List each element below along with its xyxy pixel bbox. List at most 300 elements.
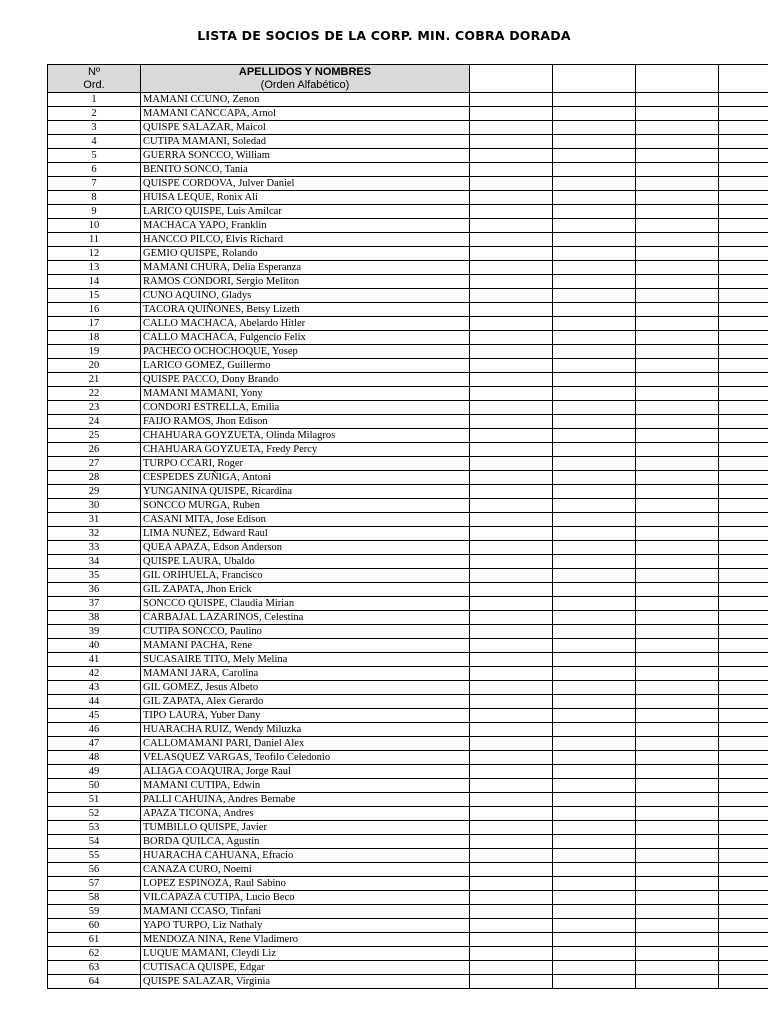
blank-cell [719, 933, 768, 947]
blank-cell [553, 695, 636, 709]
member-name-cell: MAMANI PACHA, Rene [141, 639, 470, 653]
member-name-cell: SUCASAIRE TITO, Mely Melina [141, 653, 470, 667]
order-number-cell: 25 [48, 429, 141, 443]
order-number-cell: 16 [48, 303, 141, 317]
blank-cell [719, 541, 768, 555]
blank-cell [636, 681, 719, 695]
order-number-cell: 59 [48, 905, 141, 919]
blank-cell [719, 639, 768, 653]
member-name-cell: CONDORI ESTRELLA, Emilia [141, 401, 470, 415]
order-number-header [48, 65, 141, 93]
blank-cell [636, 933, 719, 947]
blank-cell [636, 471, 719, 485]
member-name-cell: CHAHUARA GOYZUETA, Olinda Milagros [141, 429, 470, 443]
blank-cell [553, 149, 636, 163]
blank-cell [636, 709, 719, 723]
order-number-cell: 45 [48, 709, 141, 723]
blank-cell [470, 569, 553, 583]
blank-cell [719, 681, 768, 695]
blank-cell [719, 513, 768, 527]
blank-cell [719, 303, 768, 317]
order-number-cell: 52 [48, 807, 141, 821]
blank-cell [636, 639, 719, 653]
member-name-cell: PACHECO OCHOCHOQUE, Yosep [141, 345, 470, 359]
blank-cell [470, 709, 553, 723]
blank-cell [719, 191, 768, 205]
blank-cell [636, 527, 719, 541]
blank-cell [553, 849, 636, 863]
blank-cell [719, 107, 768, 121]
order-number-cell: 2 [48, 107, 141, 121]
member-name-cell: QUISPE CORDOVA, Julver Daniel [141, 177, 470, 191]
order-number-cell: 17 [48, 317, 141, 331]
order-number-cell: 44 [48, 695, 141, 709]
order-number-cell: 49 [48, 765, 141, 779]
blank-cell [719, 387, 768, 401]
blank-cell [470, 93, 553, 107]
blank-cell [719, 849, 768, 863]
member-name-cell: CASANI MITA, Jose Edison [141, 513, 470, 527]
blank-cell [636, 373, 719, 387]
blank-cell [636, 891, 719, 905]
member-name-cell: QUISPE PACCO, Dony Brando [141, 373, 470, 387]
order-number-cell: 56 [48, 863, 141, 877]
order-number-cell: 19 [48, 345, 141, 359]
member-name-cell: TACORA QUIÑONES, Betsy Lizeth [141, 303, 470, 317]
member-name-cell: GIL GOMEZ, Jesus Albeto [141, 681, 470, 695]
blank-cell [553, 569, 636, 583]
order-number-cell: 32 [48, 527, 141, 541]
blank-cell [719, 947, 768, 961]
member-name-cell: CUNO AQUINO, Gladys [141, 289, 470, 303]
blank-cell [636, 723, 719, 737]
blank-cell [636, 457, 719, 471]
member-name-cell: LARICO QUISPE, Luis Amilcar [141, 205, 470, 219]
blank-cell [719, 135, 768, 149]
blank-header-cell [470, 65, 553, 93]
blank-cell [636, 149, 719, 163]
blank-cell [470, 667, 553, 681]
blank-cell [553, 891, 636, 905]
blank-cell [719, 905, 768, 919]
blank-cell [636, 541, 719, 555]
blank-cell [470, 457, 553, 471]
blank-cell [636, 835, 719, 849]
blank-cell [636, 401, 719, 415]
blank-cell [553, 471, 636, 485]
blank-cell [553, 163, 636, 177]
blank-cell [719, 527, 768, 541]
blank-cell [470, 191, 553, 205]
blank-cell [553, 765, 636, 779]
blank-cell [553, 275, 636, 289]
order-number-cell: 12 [48, 247, 141, 261]
table-header-row [48, 65, 768, 93]
blank-cell [636, 975, 719, 989]
order-number-cell: 35 [48, 569, 141, 583]
blank-cell [470, 597, 553, 611]
blank-cell [470, 261, 553, 275]
blank-cell [636, 569, 719, 583]
blank-cell [470, 219, 553, 233]
blank-cell [719, 779, 768, 793]
table-row [48, 345, 768, 359]
blank-cell [636, 415, 719, 429]
blank-cell [636, 331, 719, 345]
member-name-cell: GIL ZAPATA, Alex Gerardo [141, 695, 470, 709]
blank-cell [636, 121, 719, 135]
table-row [48, 583, 768, 597]
table-row [48, 625, 768, 639]
blank-cell [553, 233, 636, 247]
order-number-cell: 39 [48, 625, 141, 639]
blank-cell [719, 401, 768, 415]
blank-cell [719, 667, 768, 681]
blank-cell [636, 779, 719, 793]
table-row [48, 723, 768, 737]
blank-cell [470, 765, 553, 779]
order-number-cell: 60 [48, 919, 141, 933]
blank-cell [470, 415, 553, 429]
blank-cell [553, 681, 636, 695]
blank-cell [719, 457, 768, 471]
order-number-cell: 61 [48, 933, 141, 947]
blank-cell [719, 359, 768, 373]
table-row [48, 779, 768, 793]
order-number-cell: 27 [48, 457, 141, 471]
blank-cell [470, 849, 553, 863]
blank-cell [719, 149, 768, 163]
blank-cell [719, 345, 768, 359]
blank-cell [553, 177, 636, 191]
blank-cell [553, 345, 636, 359]
blank-cell [636, 947, 719, 961]
blank-cell [636, 233, 719, 247]
table-row [48, 569, 768, 583]
blank-cell [719, 919, 768, 933]
blank-cell [553, 499, 636, 513]
blank-cell [470, 527, 553, 541]
table-row [48, 359, 768, 373]
blank-cell [636, 737, 719, 751]
blank-cell [470, 891, 553, 905]
member-name-cell: GEMIO QUISPE, Rolando [141, 247, 470, 261]
member-name-cell: YUNGANINA QUISPE, Ricardina [141, 485, 470, 499]
member-name-cell: TURPO CCARI, Roger [141, 457, 470, 471]
blank-cell [470, 401, 553, 415]
table-row [48, 499, 768, 513]
blank-cell [636, 863, 719, 877]
order-number-cell: 46 [48, 723, 141, 737]
blank-cell [470, 555, 553, 569]
blank-cell [470, 583, 553, 597]
blank-cell [636, 93, 719, 107]
table-row [48, 233, 768, 247]
member-name-cell: CALLO MACHACA, Abelardo Hitler [141, 317, 470, 331]
blank-cell [553, 373, 636, 387]
blank-cell [553, 527, 636, 541]
blank-cell [553, 653, 636, 667]
member-name-cell: VILCAPAZA CUTIPA, Lucio Beco [141, 891, 470, 905]
blank-cell [719, 247, 768, 261]
order-number-cell: 40 [48, 639, 141, 653]
blank-cell [719, 583, 768, 597]
blank-cell [553, 625, 636, 639]
blank-cell [719, 317, 768, 331]
blank-cell [553, 121, 636, 135]
order-number-cell: 21 [48, 373, 141, 387]
blank-cell [470, 373, 553, 387]
table-row [48, 219, 768, 233]
names-header-title: APELLIDOS Y NOMBRES [238, 65, 372, 78]
blank-cell [719, 625, 768, 639]
blank-cell [470, 877, 553, 891]
blank-cell [719, 737, 768, 751]
table-row [48, 177, 768, 191]
blank-cell [470, 625, 553, 639]
names-header [141, 65, 470, 93]
order-number-cell: 15 [48, 289, 141, 303]
blank-cell [719, 835, 768, 849]
blank-cell [553, 135, 636, 149]
blank-cell [719, 723, 768, 737]
table-row [48, 121, 768, 135]
table-row [48, 877, 768, 891]
blank-cell [636, 261, 719, 275]
blank-cell [636, 765, 719, 779]
blank-cell [636, 807, 719, 821]
blank-cell [719, 961, 768, 975]
order-number-cell: 28 [48, 471, 141, 485]
blank-cell [636, 247, 719, 261]
member-name-cell: YAPO TURPO, Liz Nathaly [141, 919, 470, 933]
blank-cell [553, 401, 636, 415]
member-name-cell: GIL ZAPATA, Jhon Erick [141, 583, 470, 597]
member-name-cell: QUISPE SALAZAR, Maicol [141, 121, 470, 135]
order-number-header-line2: Ord. [83, 78, 105, 91]
order-number-cell: 57 [48, 877, 141, 891]
member-name-cell: MAMANI MAMANI, Yony [141, 387, 470, 401]
blank-cell [636, 499, 719, 513]
table-row [48, 205, 768, 219]
blank-cell [470, 149, 553, 163]
blank-cell [719, 275, 768, 289]
order-number-cell: 9 [48, 205, 141, 219]
blank-cell [636, 625, 719, 639]
member-name-cell: HUARACHA CAHUANA, Efracio [141, 849, 470, 863]
order-number-cell: 50 [48, 779, 141, 793]
order-number-cell: 11 [48, 233, 141, 247]
order-number-cell: 7 [48, 177, 141, 191]
blank-cell [553, 513, 636, 527]
table-row [48, 555, 768, 569]
member-name-cell: LIMA NUÑEZ, Edward Raul [141, 527, 470, 541]
blank-cell [719, 177, 768, 191]
blank-cell [719, 821, 768, 835]
blank-cell [636, 583, 719, 597]
member-name-cell: GIL ORIHUELA, Francisco [141, 569, 470, 583]
table-row [48, 485, 768, 499]
blank-cell [470, 317, 553, 331]
table-row [48, 471, 768, 485]
member-name-cell: MENDOZA NINA, Rene Vladimero [141, 933, 470, 947]
order-number-cell: 42 [48, 667, 141, 681]
order-number-cell: 24 [48, 415, 141, 429]
blank-cell [719, 443, 768, 457]
table-row [48, 303, 768, 317]
blank-cell [470, 681, 553, 695]
blank-cell [470, 653, 553, 667]
blank-cell [636, 303, 719, 317]
table-row [48, 541, 768, 555]
member-name-cell: CUTIPA SONCCO, Paulino [141, 625, 470, 639]
member-name-cell: QUISPE SALAZAR, Virginia [141, 975, 470, 989]
table-row [48, 513, 768, 527]
blank-cell [470, 961, 553, 975]
member-name-cell: BENITO SONCO, Tania [141, 163, 470, 177]
blank-cell [553, 821, 636, 835]
table-row [48, 191, 768, 205]
blank-cell [553, 583, 636, 597]
member-name-cell: TUMBILLO QUISPE, Javier [141, 821, 470, 835]
blank-cell [470, 933, 553, 947]
blank-cell [470, 639, 553, 653]
blank-cell [470, 905, 553, 919]
member-name-cell: CALLO MACHACA, Fulgencio Felix [141, 331, 470, 345]
order-number-cell: 5 [48, 149, 141, 163]
blank-cell [719, 415, 768, 429]
blank-cell [470, 541, 553, 555]
blank-cell [553, 303, 636, 317]
blank-cell [719, 261, 768, 275]
order-number-cell: 33 [48, 541, 141, 555]
blank-cell [553, 247, 636, 261]
blank-cell [553, 863, 636, 877]
blank-cell [553, 667, 636, 681]
blank-cell [553, 555, 636, 569]
blank-cell [719, 807, 768, 821]
blank-cell [553, 933, 636, 947]
blank-cell [470, 513, 553, 527]
order-number-cell: 64 [48, 975, 141, 989]
order-number-cell: 23 [48, 401, 141, 415]
blank-cell [719, 471, 768, 485]
blank-cell [553, 93, 636, 107]
member-name-cell: MAMANI CCASO, Tinfani [141, 905, 470, 919]
member-name-cell: TIPO LAURA, Yuber Dany [141, 709, 470, 723]
blank-cell [719, 429, 768, 443]
blank-cell [719, 695, 768, 709]
member-name-cell: MAMANI CCUNO, Zenon [141, 93, 470, 107]
member-name-cell: HANCCO PILCO, Elvis Richard [141, 233, 470, 247]
member-name-cell: FAIJO RAMOS, Jhon Edison [141, 415, 470, 429]
blank-cell [470, 247, 553, 261]
blank-cell [470, 779, 553, 793]
blank-cell [719, 765, 768, 779]
members-table [47, 64, 768, 989]
order-number-cell: 51 [48, 793, 141, 807]
table-row [48, 849, 768, 863]
table-row [48, 247, 768, 261]
blank-cell [553, 947, 636, 961]
table-row [48, 401, 768, 415]
blank-cell [470, 429, 553, 443]
order-number-cell: 1 [48, 93, 141, 107]
blank-cell [636, 905, 719, 919]
blank-cell [553, 219, 636, 233]
order-number-cell: 26 [48, 443, 141, 457]
blank-cell [553, 457, 636, 471]
blank-cell [719, 233, 768, 247]
blank-cell [553, 415, 636, 429]
order-number-cell: 58 [48, 891, 141, 905]
table-row [48, 149, 768, 163]
member-name-cell: ALIAGA COAQUIRA, Jorge Raul [141, 765, 470, 779]
blank-cell [636, 275, 719, 289]
order-number-cell: 8 [48, 191, 141, 205]
table-row [48, 331, 768, 345]
blank-cell [636, 793, 719, 807]
blank-cell [553, 779, 636, 793]
member-name-cell: CUTIPA MAMANI, Soledad [141, 135, 470, 149]
blank-cell [470, 233, 553, 247]
blank-cell [470, 793, 553, 807]
member-name-cell: PALLI CAHUINA, Andres Bernabe [141, 793, 470, 807]
blank-cell [636, 597, 719, 611]
blank-cell [636, 919, 719, 933]
table-row [48, 317, 768, 331]
order-number-cell: 3 [48, 121, 141, 135]
order-number-cell: 37 [48, 597, 141, 611]
blank-cell [470, 275, 553, 289]
blank-cell [636, 653, 719, 667]
member-name-cell: QUISPE LAURA, Ubaldo [141, 555, 470, 569]
blank-cell [719, 331, 768, 345]
member-name-cell: SONCCO QUISPE, Claudia Mirian [141, 597, 470, 611]
blank-cell [636, 163, 719, 177]
table-body [48, 93, 768, 989]
member-name-cell: RAMOS CONDORI, Sergio Meliton [141, 275, 470, 289]
member-name-cell: CUTISACA QUISPE, Edgar [141, 961, 470, 975]
table-row [48, 639, 768, 653]
order-number-cell: 63 [48, 961, 141, 975]
blank-cell [553, 905, 636, 919]
member-name-cell: QUEA APAZA, Edson Anderson [141, 541, 470, 555]
blank-cell [553, 793, 636, 807]
order-number-cell: 43 [48, 681, 141, 695]
table-row [48, 135, 768, 149]
table-row [48, 667, 768, 681]
table-row [48, 793, 768, 807]
blank-cell [636, 485, 719, 499]
blank-cell [719, 163, 768, 177]
table-row [48, 527, 768, 541]
blank-cell [470, 289, 553, 303]
blank-cell [719, 597, 768, 611]
blank-cell [719, 219, 768, 233]
member-name-cell: MAMANI CHURA, Delia Esperanza [141, 261, 470, 275]
table-row [48, 443, 768, 457]
table-row [48, 261, 768, 275]
blank-cell [636, 667, 719, 681]
blank-cell [636, 513, 719, 527]
blank-cell [553, 737, 636, 751]
table-row [48, 975, 768, 989]
blank-cell [636, 821, 719, 835]
table-row [48, 737, 768, 751]
blank-cell [553, 429, 636, 443]
table-row [48, 163, 768, 177]
